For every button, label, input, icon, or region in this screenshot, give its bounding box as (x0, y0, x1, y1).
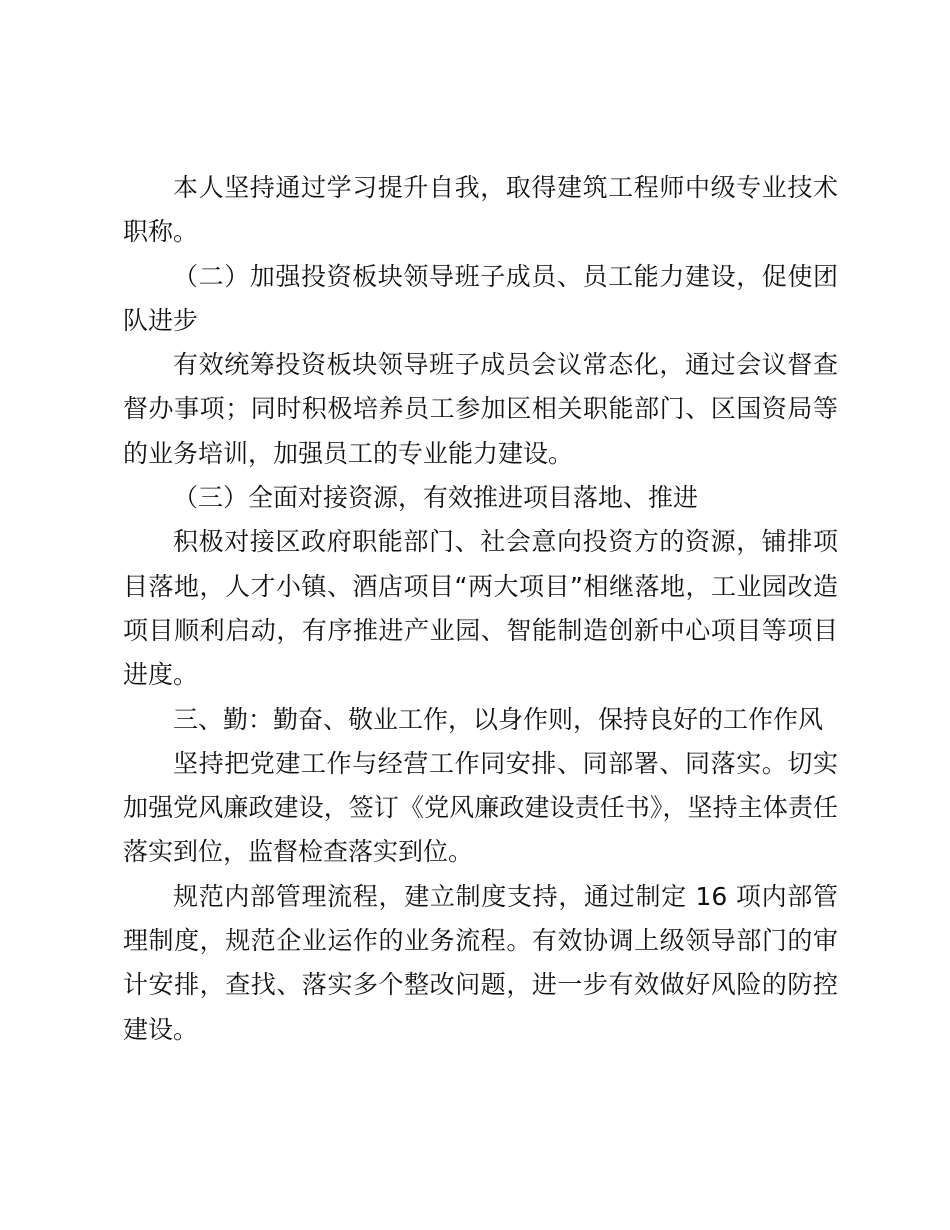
paragraph-internal-management: 规范内部管理流程，建立制度支持，通过制定 16 项内部管理制度，规范企业运作的业务流程。有效协调上级领导部门的审计安排，查找、落实多个整改问题，进一步有效做好风险的防控建设。 (123, 881, 838, 1044)
paragraph-qualification: 本人坚持通过学习提升自我，取得建筑工程师中级专业技术职称。 (123, 173, 838, 247)
heading-resource-docking: （三）全面对接资源，有效推进项目落地、推进 (173, 483, 699, 513)
paragraph-party-building: 坚持把党建工作与经营工作同安排、同部署、同落实。切实加强党风廉政建设，签订《党风廉政建设责任书》，坚持主体责任落实到位，监督检查落实到位。 (123, 748, 838, 867)
heading-team-building: （二）加强投资板块领导班子成员、员工能力建设，促使团队进步 (123, 261, 838, 335)
document-body (123, 166, 838, 1052)
paragraph-team-building: 有效统筹投资板块领导班子成员会议常态化，通过会议督查督办事项；同时积极培养员工参加区相关职能部门、区国资局等的业务培训，加强员工的专业能力建设。 (123, 350, 838, 468)
heading-diligence: 三、勤：勤奋、敬业工作，以身作则，保持良好的工作作风 (173, 704, 824, 734)
paragraph-resource-docking: 积极对接区政府职能部门、社会意向投资方的资源，铺排项目落地，人才小镇、酒店项目“两大项目”相继落地，工业园改造项目顺利启动，有序推进产业园、智能制造创新中心项目等项目进度。 (123, 527, 838, 690)
